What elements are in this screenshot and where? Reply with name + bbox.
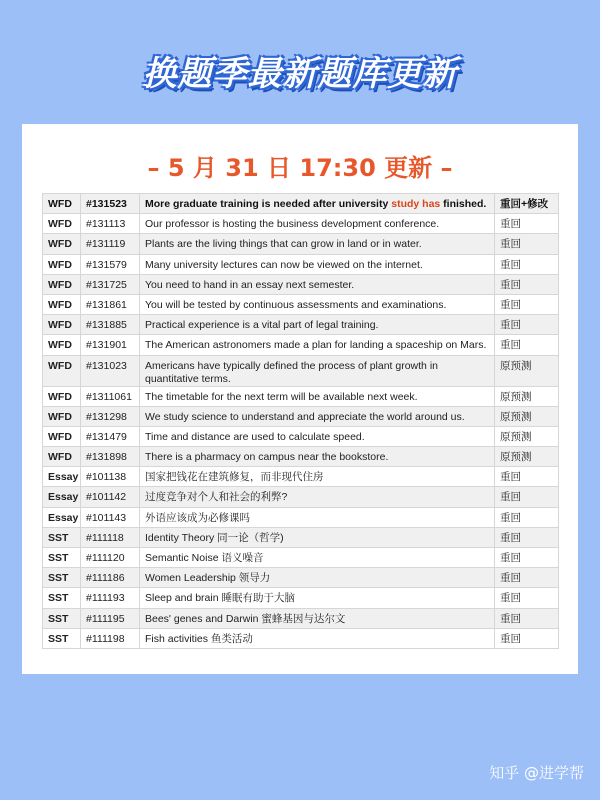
- row-type: SST: [43, 588, 81, 608]
- row-status: 重回: [495, 254, 559, 274]
- row-text: You will be tested by continuous assessments and examinations.: [140, 294, 495, 314]
- row-text: You need to hand in an essay next semester.: [140, 274, 495, 294]
- row-id: #131113: [81, 214, 140, 234]
- row-text: Identity Theory 同一论（哲学): [140, 527, 495, 547]
- row-text: Bees' genes and Darwin 蜜蜂基因与达尔文: [140, 608, 495, 628]
- row-type: Essay: [43, 507, 81, 527]
- row-id: #131523: [81, 194, 140, 214]
- row-status: 重回: [495, 335, 559, 355]
- table-row: [43, 568, 559, 588]
- row-text: Many university lectures can now be viewed on the internet.: [140, 254, 495, 274]
- row-type: SST: [43, 548, 81, 568]
- row-type: WFD: [43, 406, 81, 426]
- table-row: [43, 234, 559, 254]
- row-status: 重回: [495, 548, 559, 568]
- row-type: WFD: [43, 335, 81, 355]
- row-id: #131023: [81, 355, 140, 386]
- row-type: WFD: [43, 447, 81, 467]
- row-status: 重回: [495, 487, 559, 507]
- row-id: #1311061: [81, 386, 140, 406]
- row-id: #131479: [81, 426, 140, 446]
- row-status: 重回: [495, 588, 559, 608]
- row-type: WFD: [43, 386, 81, 406]
- table-row: [43, 294, 559, 314]
- row-status: 重回: [495, 467, 559, 487]
- row-id: #131119: [81, 234, 140, 254]
- row-type: WFD: [43, 355, 81, 386]
- row-text: [140, 194, 495, 214]
- row-text: Our professor is hosting the business development conference.: [140, 214, 495, 234]
- row-status: 重回: [495, 507, 559, 527]
- row-id: #101138: [81, 467, 140, 487]
- row-id: #131901: [81, 335, 140, 355]
- row-type: Essay: [43, 487, 81, 507]
- row-text: Women Leadership 领导力: [140, 568, 495, 588]
- row-id: #111193: [81, 588, 140, 608]
- row-id: #131579: [81, 254, 140, 274]
- row-text: Practical experience is a vital part of legal training.: [140, 315, 495, 335]
- table-row: [43, 447, 559, 467]
- table-row: [43, 274, 559, 294]
- table-row: [43, 507, 559, 527]
- banner-title: 换题季最新题库更新: [142, 54, 458, 94]
- row-status: 重回: [495, 628, 559, 648]
- row-id: #131725: [81, 274, 140, 294]
- row-text: 国家把钱花在建筑修复，而非现代住房: [140, 467, 495, 487]
- row-status: 重回: [495, 527, 559, 547]
- row-id: #131298: [81, 406, 140, 426]
- table-row: [43, 628, 559, 648]
- row-text: The timetable for the next term will be available next week.: [140, 386, 495, 406]
- table-row: [43, 315, 559, 335]
- row-id: #131861: [81, 294, 140, 314]
- row-status: 原预测: [495, 386, 559, 406]
- row-text-highlight: study has: [391, 198, 441, 210]
- row-status: 重回: [495, 234, 559, 254]
- row-text: The American astronomers made a plan for landing a spaceship on Mars.: [140, 335, 495, 355]
- table-row: [43, 426, 559, 446]
- row-status: 原预测: [495, 406, 559, 426]
- row-id: #111120: [81, 548, 140, 568]
- table-row: [43, 194, 559, 214]
- row-type: WFD: [43, 214, 81, 234]
- question-table: [42, 193, 559, 649]
- table-row: [43, 588, 559, 608]
- row-id: #111195: [81, 608, 140, 628]
- row-status: 重回: [495, 214, 559, 234]
- table-row: [43, 608, 559, 628]
- row-status: 重回+修改: [495, 194, 559, 214]
- row-type: WFD: [43, 294, 81, 314]
- footer-watermark: 知乎 @进学帮: [489, 764, 584, 782]
- row-text: Semantic Noise 语义噪音: [140, 548, 495, 568]
- row-type: SST: [43, 568, 81, 588]
- row-type: WFD: [43, 315, 81, 335]
- row-status: 原预测: [495, 426, 559, 446]
- row-id: #111118: [81, 527, 140, 547]
- row-id: #111198: [81, 628, 140, 648]
- update-date-title: – 5 月 31 日 17:30 更新 –: [147, 154, 453, 182]
- row-id: #101142: [81, 487, 140, 507]
- table-row: [43, 527, 559, 547]
- row-status: 原预测: [495, 355, 559, 386]
- table-row: [43, 467, 559, 487]
- row-id: #131898: [81, 447, 140, 467]
- row-type: WFD: [43, 194, 81, 214]
- row-id: #101143: [81, 507, 140, 527]
- row-type: SST: [43, 527, 81, 547]
- row-id: #131885: [81, 315, 140, 335]
- row-text: Sleep and brain 睡眠有助于大脑: [140, 588, 495, 608]
- table-row: [43, 335, 559, 355]
- row-text: 外语应该成为必修课吗: [140, 507, 495, 527]
- table-row: [43, 355, 559, 386]
- row-text: 过度竞争对个人和社会的利弊?: [140, 487, 495, 507]
- table-row: [43, 406, 559, 426]
- row-text: Americans have typically defined the process of plant growth in quantitative terms.: [140, 355, 495, 386]
- row-status: 重回: [495, 315, 559, 335]
- row-text-after: finished.: [440, 198, 487, 210]
- row-type: WFD: [43, 426, 81, 446]
- row-status: 重回: [495, 568, 559, 588]
- row-type: SST: [43, 608, 81, 628]
- row-text: Fish activities 鱼类活动: [140, 628, 495, 648]
- row-type: WFD: [43, 254, 81, 274]
- row-text-before: More graduate training is needed after university: [145, 198, 392, 210]
- table-row: [43, 386, 559, 406]
- row-status: 重回: [495, 274, 559, 294]
- row-type: WFD: [43, 234, 81, 254]
- table-row: [43, 214, 559, 234]
- row-type: WFD: [43, 274, 81, 294]
- row-status: 重回: [495, 294, 559, 314]
- row-text: Time and distance are used to calculate speed.: [140, 426, 495, 446]
- row-type: SST: [43, 628, 81, 648]
- row-text: There is a pharmacy on campus near the bookstore.: [140, 447, 495, 467]
- row-status: 原预测: [495, 447, 559, 467]
- row-status: 重回: [495, 608, 559, 628]
- row-text: We study science to understand and appreciate the world around us.: [140, 406, 495, 426]
- table-row: [43, 487, 559, 507]
- row-id: #111186: [81, 568, 140, 588]
- table-row: [43, 548, 559, 568]
- row-type: Essay: [43, 467, 81, 487]
- row-text: Plants are the living things that can grow in land or in water.: [140, 234, 495, 254]
- table-row: [43, 254, 559, 274]
